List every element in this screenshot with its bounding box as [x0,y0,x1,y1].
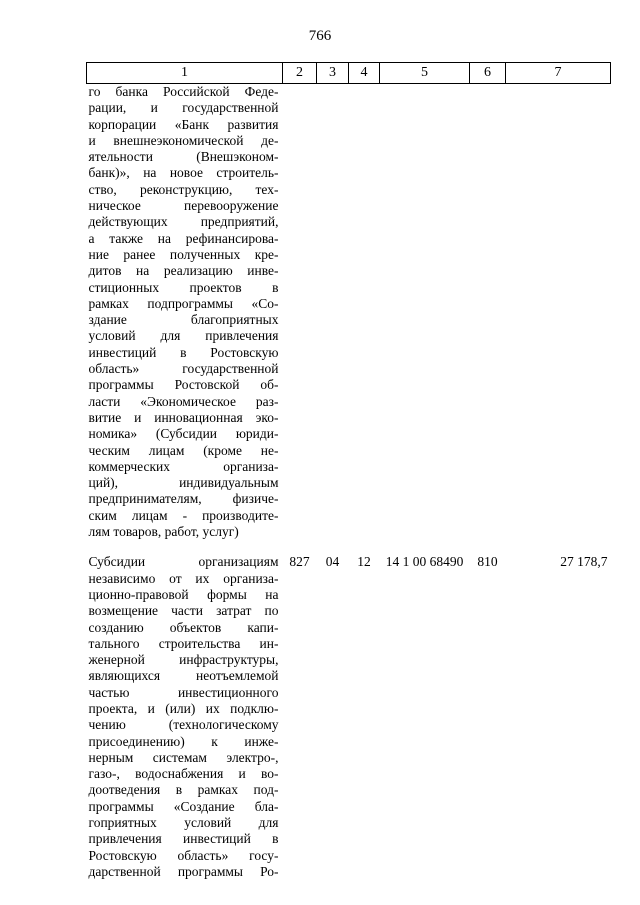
desc-line: условий для привлечения [88,328,279,344]
target-article-code: 14 1 00 68490 [385,554,464,570]
row1-description [87,84,283,541]
desc-line: рамках подпрограммы «Со- [88,295,279,311]
desc-line: дарственной программы Ро- [88,863,279,879]
table-row [87,554,611,880]
desc-line: тального строительства ин- [88,635,279,651]
header-col-5: 5 [380,63,470,84]
row2-description [87,554,283,880]
desc-line: дитов на реализацию инве- [88,263,279,279]
desc-line: Ростовскую область» госу- [88,847,279,863]
desc-line: созданию объектов капи- [88,619,279,635]
header-col-3: 3 [317,63,349,84]
desc-line: газо-, водоснабжения и во- [88,766,279,782]
section-code: 04 [325,554,340,570]
desc-line: нерным системам электро-, [88,749,279,765]
desc-line: а также на рефинансирова- [88,230,279,246]
desc-line: ческим лицам (кроме не- [88,442,279,458]
desc-line: ционно-правовой формы на [88,586,279,602]
desc-line: ство, реконструкцию, тех- [88,181,279,197]
desc-line: ским лицам - производите- [88,507,279,523]
header-col-7: 7 [506,63,611,84]
header-col-6: 6 [470,63,506,84]
desc-line: здание благоприятных [88,312,279,328]
desc-line: рации, и государственной [88,100,279,116]
header-col-2: 2 [283,63,317,84]
desc-line: банк)», на новое строитель- [88,165,279,181]
subsection-code: 12 [357,554,371,570]
page-number: 766 [308,28,332,44]
table-header-row [87,63,611,84]
desc-line: предпринимателям, физиче- [88,491,279,507]
desc-line: программы Ростовской об- [88,377,279,393]
desc-line: стиционных проектов в [88,279,279,295]
desc-line: ций), индивидуальным [88,475,279,491]
desc-line: коммерческих организа- [88,458,279,474]
desc-line: корпорации «Банк развития [88,116,279,132]
desc-line: присоединению) к инже- [88,733,279,749]
desc-line: ятельности (Внешэконом- [88,149,279,165]
desc-line: лям товаров, работ, услуг) [88,524,239,540]
desc-line: номика» (Субсидии юриди- [88,426,279,442]
desc-line: инвестиций в Ростовскую [88,344,279,360]
amount: 27 178,7 [560,554,608,570]
desc-line: область» государственной [88,361,279,377]
desc-line: независимо от их организа- [88,570,279,586]
budget-table [86,62,611,880]
header-col-1: 1 [87,63,283,84]
desc-line: ласти «Экономическое раз- [88,393,279,409]
expense-type-code: 810 [477,554,498,570]
desc-line: чению (технологическому [88,717,279,733]
ministry-code: 827 [289,554,310,570]
desc-line: гоприятных условий для [88,815,279,831]
desc-line: витие и инновационная эко- [88,409,279,425]
desc-line: проекта, и (или) их подклю- [88,700,279,716]
desc-line: ние ранее полученных кре- [88,246,279,262]
desc-line: доотведения в рамках под- [88,782,279,798]
desc-line: Субсидии организациям [88,554,279,570]
desc-line: ническое перевооружение [88,198,279,214]
desc-line: программы «Создание бла- [88,798,279,814]
header-col-4: 4 [349,63,380,84]
desc-line: частью инвестиционного [88,684,279,700]
desc-line: являющихся неотъемлемой [88,668,279,684]
desc-line: и внешнеэкономической де- [88,132,279,148]
desc-line: действующих предприятий, [88,214,279,230]
desc-line: привлечения инвестиций в [88,831,279,847]
desc-line: женерной инфраструктуры, [88,652,279,668]
table-row [87,84,611,541]
desc-line: го банка Российской Феде- [88,84,279,99]
desc-line: возмещение части затрат по [88,603,279,619]
